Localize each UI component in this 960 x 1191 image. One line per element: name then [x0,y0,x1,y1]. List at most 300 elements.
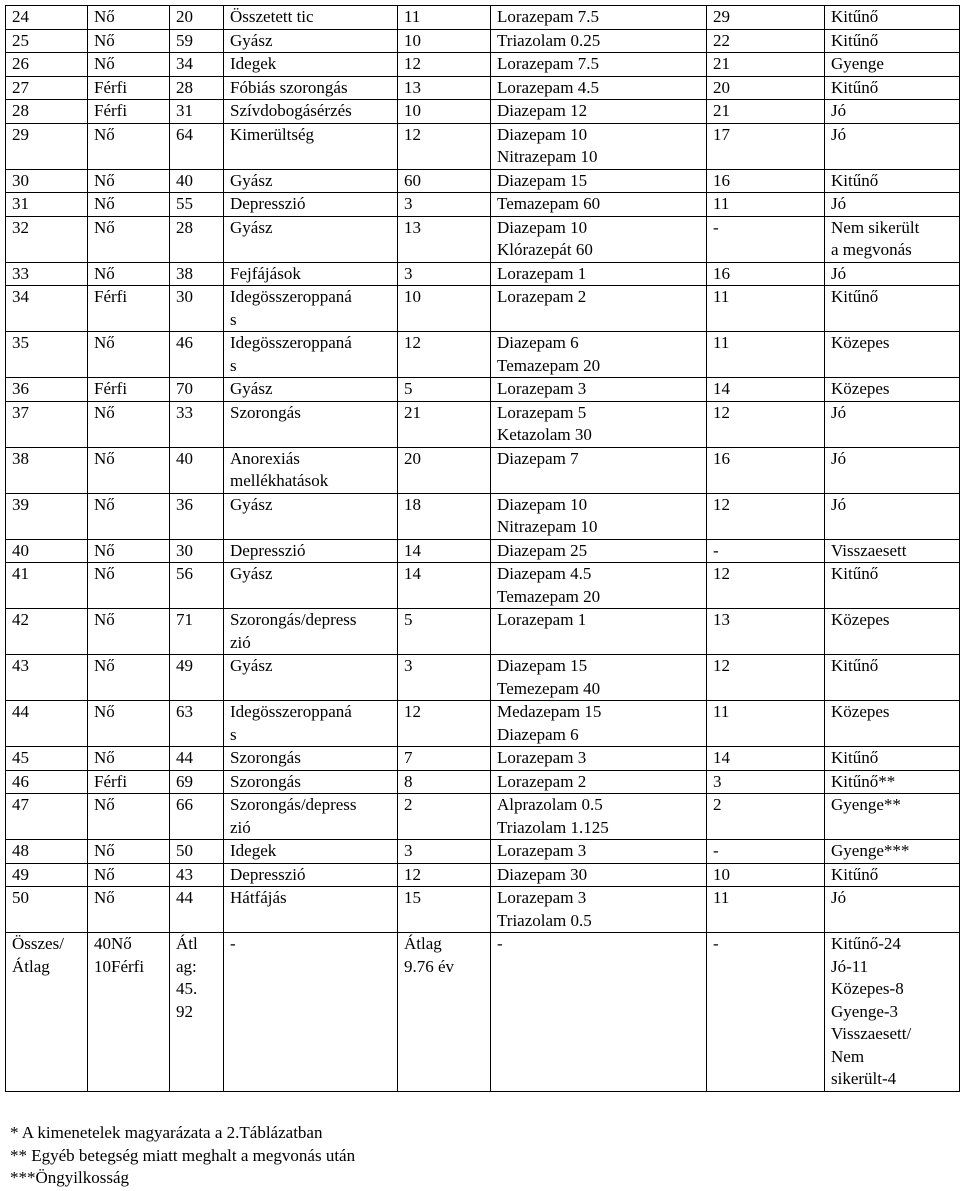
cell-text: 63 [176,702,193,721]
table-row [6,770,960,794]
sex-cell [88,286,170,332]
id-cell [6,747,88,771]
table-row [6,332,960,378]
cell-text: Összetett tic [230,7,314,26]
sex-cell [88,216,170,262]
medication-cell [491,29,707,53]
cell-text: Lorazepam 7.5 [497,7,599,26]
cell-text: 43 [12,656,29,675]
weeks-cell [707,747,825,771]
cell-text: 7 [404,748,413,767]
medication-cell [491,123,707,169]
weeks-cell [707,447,825,493]
weeks-cell [707,493,825,539]
weeks-cell [707,193,825,217]
medication-cell [491,76,707,100]
cell-text: Kimerültség [230,124,315,144]
outcome-cell [825,378,960,402]
sex-cell [88,332,170,378]
age-cell [170,262,224,286]
weeks-cell [707,840,825,864]
cell-text: 10 [404,30,421,50]
cell-text: 21 [404,402,421,422]
outcome-cell [825,701,960,747]
cell-text: 30 [176,540,193,560]
cell-text: 50 [176,841,193,860]
sex-cell [88,840,170,864]
cell-text: 28 [176,77,193,97]
age-cell [170,216,224,262]
cell-text: 12 [713,656,730,675]
cell-text: 10 [713,864,730,884]
diagnosis-cell [224,100,398,124]
cell-text: 45 [12,748,29,767]
cell-text: Diazepam 15 [497,170,588,190]
cell-text: Medazepam 15 Diazepam 6 [497,702,602,744]
duration-cell [398,747,491,771]
cell-text: Gyász [230,656,273,675]
outcome-cell [825,53,960,77]
cell-text: Gyász [230,494,273,514]
cell-text: Visszaesett [831,540,907,560]
outcome-cell [825,863,960,887]
medication-cell [491,262,707,286]
outcome-cell [825,169,960,193]
cell-text: Nő [94,402,115,422]
cell-text: 12 [404,124,421,144]
cell-text: 12 [713,494,730,514]
diagnosis-cell [224,76,398,100]
medication-cell [491,563,707,609]
cell-text: Nő [94,194,115,213]
duration-cell [398,193,491,217]
medication-cell [491,6,707,30]
duration-cell [398,286,491,332]
duration-cell [398,493,491,539]
duration-cell [398,863,491,887]
cell-text: Jó [831,448,847,468]
cell-text: 11 [713,287,730,306]
cell-text: Nő [94,7,115,26]
cell-text: 20 [176,7,193,26]
diagnosis-cell [224,863,398,887]
table-row [6,216,960,262]
cell-text: 46 [176,333,193,352]
diagnosis-cell [224,887,398,933]
cell-text: 22 [713,30,730,50]
table-row [6,747,960,771]
duration-cell [398,655,491,701]
cell-text: Közepes [831,702,890,721]
duration-cell [398,563,491,609]
cell-text: Közepes [831,333,890,352]
duration-cell [398,401,491,447]
age-cell [170,286,224,332]
cell-text: 10 [404,101,421,120]
duration-cell [398,887,491,933]
sex-cell [88,53,170,77]
diagnosis-cell [224,539,398,563]
cell-text: Szorongás [230,402,301,422]
diagnosis-cell [224,933,398,1092]
cell-text: 32 [12,217,29,237]
cell-text: Nő [94,540,115,560]
medication-cell [491,863,707,887]
cell-text: 14 [713,748,730,767]
id-cell [6,447,88,493]
medication-cell [491,770,707,794]
table-row [6,863,960,887]
weeks-cell [707,609,825,655]
weeks-cell [707,655,825,701]
age-cell [170,53,224,77]
age-cell [170,493,224,539]
cell-text: Jó [831,194,847,213]
cell-text: 21 [713,54,730,73]
diagnosis-cell [224,701,398,747]
cell-text: 31 [12,194,29,213]
cell-text: - [713,217,719,237]
cell-text: Kitűnő [831,77,879,97]
medication-cell [491,53,707,77]
cell-text: 11 [713,333,730,352]
cell-text: 71 [176,610,193,629]
cell-text: 11 [404,7,421,26]
table-row [6,563,960,609]
cell-text: Nő [94,610,115,629]
cell-text: 69 [176,771,193,791]
outcome-cell [825,332,960,378]
cell-text: 36 [12,379,29,398]
cell-text: Nő [94,656,115,675]
diagnosis-cell [224,123,398,169]
cell-text: Kitűnő** [831,771,896,791]
outcome-cell [825,123,960,169]
age-cell [170,6,224,30]
cell-text: Triazolam 0.25 [497,30,601,50]
cell-text: 11 [713,702,730,721]
age-cell [170,29,224,53]
outcome-cell [825,840,960,864]
cell-text: 59 [176,30,193,50]
table-row [6,655,960,701]
cell-text: Lorazepam 2 [497,287,587,306]
cell-text: - [230,934,236,953]
outcome-cell [825,286,960,332]
cell-text: 48 [12,841,29,860]
cell-text: Jó [831,263,847,283]
cell-text: Idegek [230,54,277,73]
cell-text: 60 [404,170,421,190]
cell-text: Hátfájás [230,888,287,907]
diagnosis-cell [224,216,398,262]
cell-text: 25 [12,30,29,50]
age-cell [170,100,224,124]
age-cell [170,193,224,217]
cell-text: Kitűnő [831,170,879,190]
cell-text: Átl ag: 45. 92 [176,934,198,1021]
table-row [6,887,960,933]
cell-text: Férfi [94,287,128,306]
outcome-cell [825,933,960,1092]
medication-cell [491,493,707,539]
id-cell [6,29,88,53]
cell-text: 43 [176,864,193,884]
outcome-cell [825,262,960,286]
id-cell [6,76,88,100]
cell-text: Jó [831,494,847,514]
age-cell [170,169,224,193]
cell-text: Férfi [94,771,128,791]
diagnosis-cell [224,747,398,771]
cell-text: 34 [12,287,29,306]
id-cell [6,863,88,887]
cell-text: 28 [12,101,29,120]
table-body [6,6,960,1092]
medication-cell [491,747,707,771]
cell-text: 12 [713,402,730,422]
outcome-cell [825,887,960,933]
cell-text: 50 [12,888,29,907]
cell-text: Szorongás [230,771,301,791]
cell-text: 20 [404,448,421,468]
diagnosis-cell [224,401,398,447]
medication-cell [491,447,707,493]
cell-text: 14 [404,564,421,583]
cell-text: Nem sikerült a megvonás [831,217,920,259]
cell-text: 14 [713,379,730,398]
cell-text: 24 [12,7,29,26]
outcome-cell [825,29,960,53]
cell-text: Férfi [94,101,128,120]
medication-cell [491,286,707,332]
weeks-cell [707,262,825,286]
cell-text: 28 [176,217,193,237]
cell-text: Idegösszeroppaná s [230,287,352,329]
weeks-cell [707,123,825,169]
outcome-cell [825,493,960,539]
cell-text: Diazepam 10 Nitrazepam 10 [497,494,598,536]
cell-text: Nő [94,748,115,767]
cell-text: 16 [713,448,730,468]
cell-text: 38 [176,263,193,283]
outcome-cell [825,100,960,124]
sex-cell [88,401,170,447]
outcome-cell [825,770,960,794]
cell-text: 2 [404,795,413,814]
cell-text: 64 [176,124,193,144]
outcome-cell [825,193,960,217]
cell-text: 36 [176,494,193,514]
cell-text: Gyász [230,564,273,583]
table-row [6,6,960,30]
table-row [6,539,960,563]
table-row [6,169,960,193]
cell-text: Nő [94,564,115,583]
footnote: ** Egyéb betegség miatt meghalt a megvonás után [10,1145,356,1165]
medication-cell [491,401,707,447]
footnote: ***Öngyilkosság [10,1168,129,1187]
cell-text: Lorazepam 3 [497,748,587,767]
cell-text: 29 [12,124,29,144]
cell-text: Kitűnő [831,7,879,26]
sex-cell [88,123,170,169]
duration-cell [398,770,491,794]
cell-text: Nő [94,864,115,884]
cell-text: Gyenge*** [831,841,910,860]
id-cell [6,539,88,563]
cell-text: Lorazepam 3 Triazolam 0.5 [497,888,592,930]
cell-text: 29 [713,7,730,26]
cell-text: Depresszió [230,194,306,213]
cell-text: - [713,540,719,560]
cell-text: Nő [94,170,115,190]
cell-text: Diazepam 7 [497,448,579,468]
duration-cell [398,29,491,53]
sex-cell [88,887,170,933]
age-cell [170,770,224,794]
diagnosis-cell [224,840,398,864]
sex-cell [88,169,170,193]
cell-text: Depresszió [230,540,306,560]
data-table [5,5,960,1092]
cell-text: 20 [713,77,730,97]
weeks-cell [707,539,825,563]
weeks-cell [707,887,825,933]
duration-cell [398,169,491,193]
cell-text: 44 [176,888,193,907]
sex-cell [88,262,170,286]
cell-text: Lorazepam 7.5 [497,54,599,73]
duration-cell [398,609,491,655]
cell-text: Kitűnő-24 Jó-11 Közepes-8 Gyenge-3 Visszaesett/ Nem sikerült-4 [831,934,912,1088]
cell-text: Szorongás [230,748,301,767]
weeks-cell [707,378,825,402]
medication-cell [491,840,707,864]
cell-text: 56 [176,564,193,583]
age-cell [170,609,224,655]
cell-text: 16 [713,263,730,283]
medication-cell [491,378,707,402]
sex-cell [88,6,170,30]
diagnosis-cell [224,493,398,539]
footnotes [10,1122,355,1190]
cell-text: 66 [176,795,193,814]
cell-text: Szorongás/depress zió [230,795,357,837]
duration-cell [398,262,491,286]
table-row [6,794,960,840]
cell-text: 27 [12,77,29,97]
cell-text: 12 [713,564,730,583]
duration-cell [398,332,491,378]
id-cell [6,563,88,609]
weeks-cell [707,563,825,609]
cell-text: 42 [12,610,29,629]
outcome-cell [825,447,960,493]
cell-text: 10 [404,287,421,306]
table-row [6,123,960,169]
cell-text: 17 [713,124,730,144]
duration-cell [398,378,491,402]
sex-cell [88,193,170,217]
cell-text: Diazepam 4.5 Temazepam 20 [497,564,601,606]
id-cell [6,401,88,447]
weeks-cell [707,100,825,124]
outcome-cell [825,655,960,701]
cell-text: - [497,934,503,953]
outcome-cell [825,609,960,655]
table-row [6,609,960,655]
cell-text: 2 [713,795,722,814]
cell-text: 44 [12,702,29,721]
cell-text: 18 [404,494,421,514]
duration-cell [398,123,491,169]
cell-text: Közepes [831,379,890,398]
sex-cell [88,863,170,887]
cell-text: 33 [176,402,193,422]
age-cell [170,539,224,563]
weeks-cell [707,286,825,332]
diagnosis-cell [224,378,398,402]
table-row [6,493,960,539]
cell-text: 30 [12,170,29,190]
cell-text: Szívdobogásérzés [230,101,352,120]
weeks-cell [707,701,825,747]
cell-text: Összes/ Átlag [12,934,64,976]
duration-cell [398,539,491,563]
medication-cell [491,701,707,747]
outcome-cell [825,76,960,100]
cell-text: 12 [404,333,421,352]
diagnosis-cell [224,286,398,332]
cell-text: Idegösszeroppaná s [230,333,352,375]
id-cell [6,493,88,539]
id-cell [6,262,88,286]
cell-text: 49 [176,656,193,675]
medication-cell [491,794,707,840]
cell-text: Nő [94,263,115,283]
age-cell [170,76,224,100]
cell-text: Nő [94,124,115,144]
cell-text: 11 [713,888,730,907]
cell-text: 3 [404,263,413,283]
sex-cell [88,493,170,539]
diagnosis-cell [224,447,398,493]
sex-cell [88,378,170,402]
age-cell [170,863,224,887]
cell-text: 33 [12,263,29,283]
cell-text: Lorazepam 2 [497,771,587,791]
cell-text: Diazepam 10 Nitrazepam 10 [497,124,598,166]
sex-cell [88,747,170,771]
medication-cell [491,216,707,262]
cell-text: 8 [404,771,413,791]
table-row [6,29,960,53]
table-row [6,840,960,864]
cell-text: 13 [713,610,730,629]
id-cell [6,100,88,124]
cell-text: Férfi [94,77,128,97]
cell-text: - [713,841,719,860]
table-row [6,378,960,402]
weeks-cell [707,794,825,840]
cell-text: 3 [404,194,413,213]
cell-text: Kitűnő [831,864,879,884]
cell-text: 70 [176,379,193,398]
cell-text: 39 [12,494,29,514]
cell-text: Gyász [230,170,273,190]
duration-cell [398,76,491,100]
